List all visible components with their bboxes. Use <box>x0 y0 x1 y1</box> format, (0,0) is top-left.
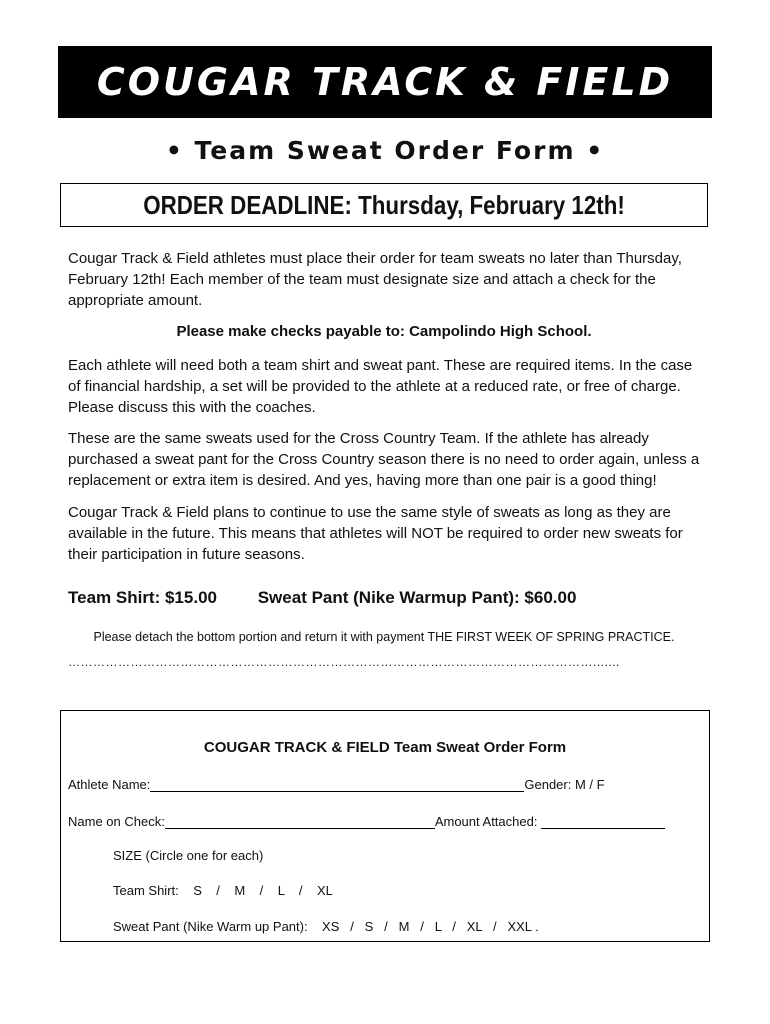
order-form <box>60 710 710 942</box>
price-list <box>68 588 708 608</box>
deadline-box <box>60 183 708 227</box>
page-title: COUGAR TRACK & FIELD <box>96 60 674 104</box>
amount-attached-label: Amount Attached: <box>434 814 542 829</box>
deadline-text: ORDER DEADLINE: Thursday, February 12th! <box>143 189 625 220</box>
pant-price: Sweat Pant (Nike Warmup Pant): $60.00 <box>257 588 577 607</box>
gender-options[interactable]: Gender: M / F <box>524 777 605 792</box>
payable-note: Please make checks payable to: Campolindo High School. <box>176 323 592 340</box>
intro-paragraph: Cougar Track & Field athletes must place their order for team sweats no later than Thursday, February 12th! Each member of the team must designate size and attach a check for the appropriate amount. <box>68 250 682 309</box>
check-row <box>68 814 665 829</box>
name-on-check-field[interactable] <box>165 814 435 829</box>
form-subtitle: • Team Sweat Order Form • <box>165 136 605 165</box>
pant-size-options[interactable]: Sweat Pant (Nike Warm up Pant): XS / S / M / L / XL / XXL . <box>113 919 539 934</box>
shirt-price: Team Shirt: $15.00 <box>68 588 217 607</box>
athlete-name-field[interactable] <box>150 777 524 792</box>
title-banner <box>58 46 712 118</box>
athlete-name-label: Athlete Name: <box>68 777 151 792</box>
name-on-check-label: Name on Check: <box>68 814 165 829</box>
requirements-paragraph: Each athlete will need both a team shirt and sweat pant. These are required items. In the case of financial hardship, a set will be provided to the athlete at a reduced rate, or free of charge. Please discuss this with the coaches. <box>68 357 693 416</box>
order-form-title: COUGAR TRACK & FIELD Team Sweat Order Form <box>203 739 567 756</box>
detach-note: Please detach the bottom portion and return it with payment THE FIRST WEEK OF SPRING PRACTICE. <box>93 630 675 644</box>
cross-country-paragraph: These are the same sweats used for the Cross Country Team. If the athlete has already purchased a sweat pant for the Cross Country season there is no need to order again, unless a replacement or extra item is desired. And yes, having more than one pair is a good thing! <box>68 430 700 489</box>
cut-line: ………………………………………………………………………………………………………………....... <box>68 655 620 669</box>
shirt-size-options[interactable]: Team Shirt: S / M / L / XL <box>113 883 333 898</box>
amount-attached-field[interactable] <box>541 814 665 829</box>
size-instructions: SIZE (Circle one for each) <box>113 848 264 863</box>
future-paragraph: Cougar Track & Field plans to continue to use the same style of sweats as long as they are available in the future. This means that athletes will NOT be required to order new sweats for their participation in future seasons. <box>68 504 683 563</box>
athlete-name-row <box>68 777 605 792</box>
